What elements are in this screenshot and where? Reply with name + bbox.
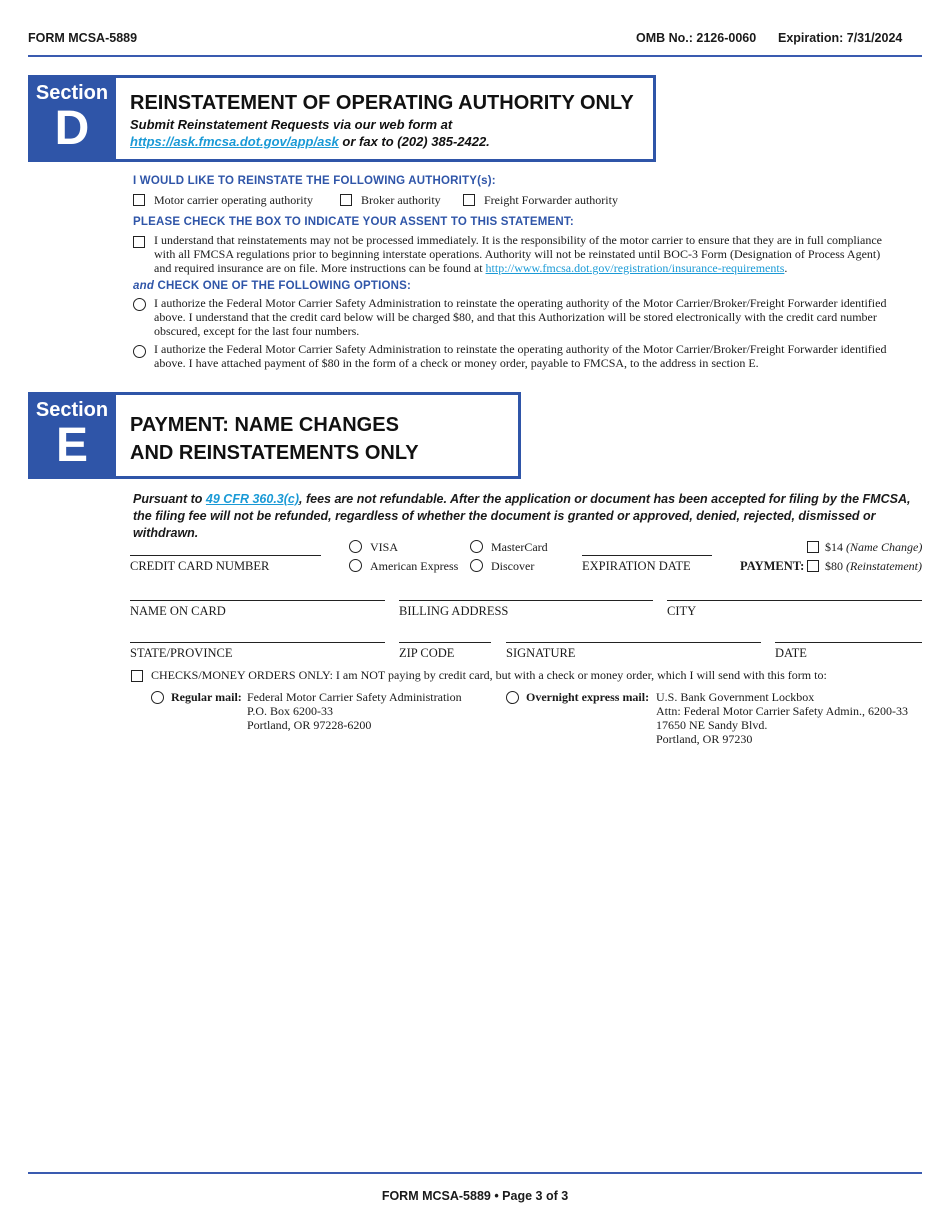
overnight-mail-label: Overnight express mail: [526, 690, 650, 704]
assent-end: . [784, 261, 788, 275]
section-e-title [130, 411, 419, 467]
notice-pre: Pursuant to [133, 492, 206, 506]
reinstatement-amount: $80 [825, 559, 843, 573]
expiration-date-field[interactable] [582, 555, 712, 556]
footer-text: FORM MCSA-5889 • Page 3 of 3 [381, 1189, 569, 1203]
option-credit-card-text: I authorize the Federal Motor Carrier Safety Administration to reinstate the operating authority of the Motor Carrier/Broker/Freight Forwarder identified above. I understand that the credit card below will be charged $80, and that this Authorization will be stored electronically with the credit card number obscured, except for the last four numbers. [154, 296, 887, 338]
card-visa[interactable] [349, 540, 398, 554]
section-e-tab [28, 392, 116, 479]
title-line: PAYMENT: NAME CHANGES [130, 414, 399, 436]
assent-text: I understand that reinstatements may not be processed immediately. It is the responsibility of the motor carrier to ensure that they are in full compliance with all FMCSA regulations prior to beginning interstate operations. Authority will not be reinstated until BOC-3 Form (Designation of Process Agent) and required insurance are on file. More instructions can be found at [154, 233, 882, 275]
address-line: U.S. Bank Government Lockbox [656, 690, 815, 704]
zip-field[interactable] [399, 642, 491, 643]
state-label: STATE/PROVINCE [130, 646, 233, 660]
options-and: and [133, 280, 155, 292]
fee-name-change[interactable] [807, 540, 922, 554]
zip-label: ZIP CODE [399, 646, 455, 660]
authority-heading: I WOULD LIKE TO REINSTATE THE FOLLOWING AUTHORITY(s): [133, 175, 496, 187]
section-d-title: REINSTATEMENT OF OPERATING AUTHORITY ONLY [130, 92, 634, 114]
credit-card-number-field[interactable] [130, 555, 321, 556]
address-line: Portland, OR 97230 [656, 732, 753, 746]
overnight-mail-address [656, 690, 908, 746]
header-rule [28, 55, 922, 57]
options-heading [133, 280, 411, 292]
amex-radio[interactable] [349, 559, 362, 572]
checks-text: CHECKS/MONEY ORDERS ONLY: I am NOT paying by credit card, but with a check or money order, which I will send with this form to: [151, 668, 827, 682]
visa-label: VISA [370, 540, 399, 554]
option-credit-card-radio[interactable] [133, 298, 146, 311]
reinstatement-checkbox[interactable] [807, 560, 819, 572]
date-field[interactable] [775, 642, 922, 643]
card-mastercard[interactable] [470, 540, 548, 554]
option-check-radio[interactable] [133, 345, 146, 358]
ask-fmcsa-link[interactable]: https://ask.fmcsa.dot.gov/app/ask [130, 134, 339, 149]
fax-text: or fax to (202) 385-2422. [338, 134, 490, 149]
discover-radio[interactable] [470, 559, 483, 572]
regular-mail-address [247, 690, 462, 732]
notice-post: , fees are not refundable. After the application or document has been accepted for filing by the FMCSA, the filing fee will not be refunded, regardless of whether the document is granted or approved, denied, rejected, dismissed or withdrawn. [133, 492, 911, 540]
signature-field[interactable] [506, 642, 761, 643]
billing-address-label: BILLING ADDRESS [399, 604, 509, 618]
assent-statement [154, 233, 894, 275]
billing-address-field[interactable] [399, 600, 653, 601]
assent-checkbox[interactable] [133, 236, 145, 248]
regular-mail-label: Regular mail: [171, 690, 242, 704]
cfr-link[interactable]: 49 CFR 360.3(c) [205, 492, 300, 506]
checks-checkbox[interactable] [131, 670, 143, 682]
title-line: AND REINSTATEMENTS ONLY [130, 442, 419, 464]
omb-number: OMB No.: 2126-0060 [636, 31, 757, 45]
address-line: 17650 NE Sandy Blvd. [656, 718, 768, 732]
name-change-checkbox[interactable] [807, 541, 819, 553]
freight-forwarder-label: Freight Forwarder authority [484, 193, 618, 207]
address-line: Federal Motor Carrier Safety Administration [247, 690, 462, 704]
overnight-mail-radio[interactable] [506, 691, 519, 704]
section-word: Section [35, 82, 109, 104]
expiration-date: Expiration: 7/31/2024 [778, 31, 903, 45]
city-label: CITY [667, 604, 697, 618]
option-check-text: I authorize the Federal Motor Carrier Safety Administration to reinstate the operating authority of the Motor Carrier/Broker/Freight Forwarder identified above. I have attached payment of $80 in the form of a check or money order, payable to FMCSA, to the address in section E. [154, 342, 887, 370]
date-label: DATE [775, 646, 807, 660]
address-line: Attn: Federal Motor Carrier Safety Admin., 6200-33 [656, 704, 908, 718]
section-d-title-box [116, 75, 656, 162]
discover-label: Discover [491, 559, 535, 573]
amex-label: American Express [370, 559, 459, 573]
authority-motor-carrier[interactable] [133, 193, 313, 207]
regular-mail-radio[interactable] [151, 691, 164, 704]
city-field[interactable] [667, 600, 922, 601]
broker-checkbox[interactable] [340, 194, 352, 206]
section-word: Section [35, 399, 109, 421]
authority-freight-forwarder[interactable] [463, 193, 618, 207]
section-d-tab [28, 75, 116, 162]
motor-carrier-checkbox[interactable] [133, 194, 145, 206]
signature-label: SIGNATURE [506, 646, 576, 660]
mastercard-radio[interactable] [470, 540, 483, 553]
address-line: P.O. Box 6200-33 [247, 704, 334, 718]
expiration-date-label: EXPIRATION DATE [582, 559, 691, 573]
form-id: FORM MCSA-5889 [28, 31, 138, 45]
address-line: Portland, OR 97228-6200 [247, 718, 372, 732]
assent-heading: PLEASE CHECK THE BOX TO INDICATE YOUR ASSENT TO THIS STATEMENT: [133, 216, 574, 228]
authority-broker[interactable] [340, 193, 441, 207]
state-field[interactable] [130, 642, 385, 643]
options-heading-text: CHECK ONE OF THE FOLLOWING OPTIONS: [154, 280, 412, 292]
card-amex[interactable] [349, 559, 458, 573]
name-on-card-label: NAME ON CARD [130, 604, 226, 618]
fee-reinstatement[interactable] [807, 559, 922, 573]
motor-carrier-label: Motor carrier operating authority [154, 193, 313, 207]
footer-rule [28, 1172, 922, 1174]
section-d-subtitle [130, 116, 490, 150]
name-on-card-field[interactable] [130, 600, 385, 601]
refund-notice [133, 491, 923, 542]
credit-card-number-label: CREDIT CARD NUMBER [130, 559, 270, 573]
section-letter: D [54, 102, 90, 155]
visa-radio[interactable] [349, 540, 362, 553]
payment-label: PAYMENT: [740, 559, 805, 573]
section-letter: E [55, 419, 88, 472]
mastercard-label: MasterCard [491, 540, 548, 554]
card-discover[interactable] [470, 559, 534, 573]
insurance-requirements-link[interactable]: http://www.fmcsa.dot.gov/registration/insurance-requirements [485, 261, 785, 275]
name-change-label: (Name Change) [846, 540, 923, 554]
broker-label: Broker authority [361, 193, 441, 207]
subtitle-text: Submit Reinstatement Requests via our web form at [130, 117, 453, 132]
section-e-title-box [116, 392, 521, 479]
name-change-amount: $14 [825, 540, 843, 554]
reinstatement-label: (Reinstatement) [846, 559, 922, 573]
freight-forwarder-checkbox[interactable] [463, 194, 475, 206]
